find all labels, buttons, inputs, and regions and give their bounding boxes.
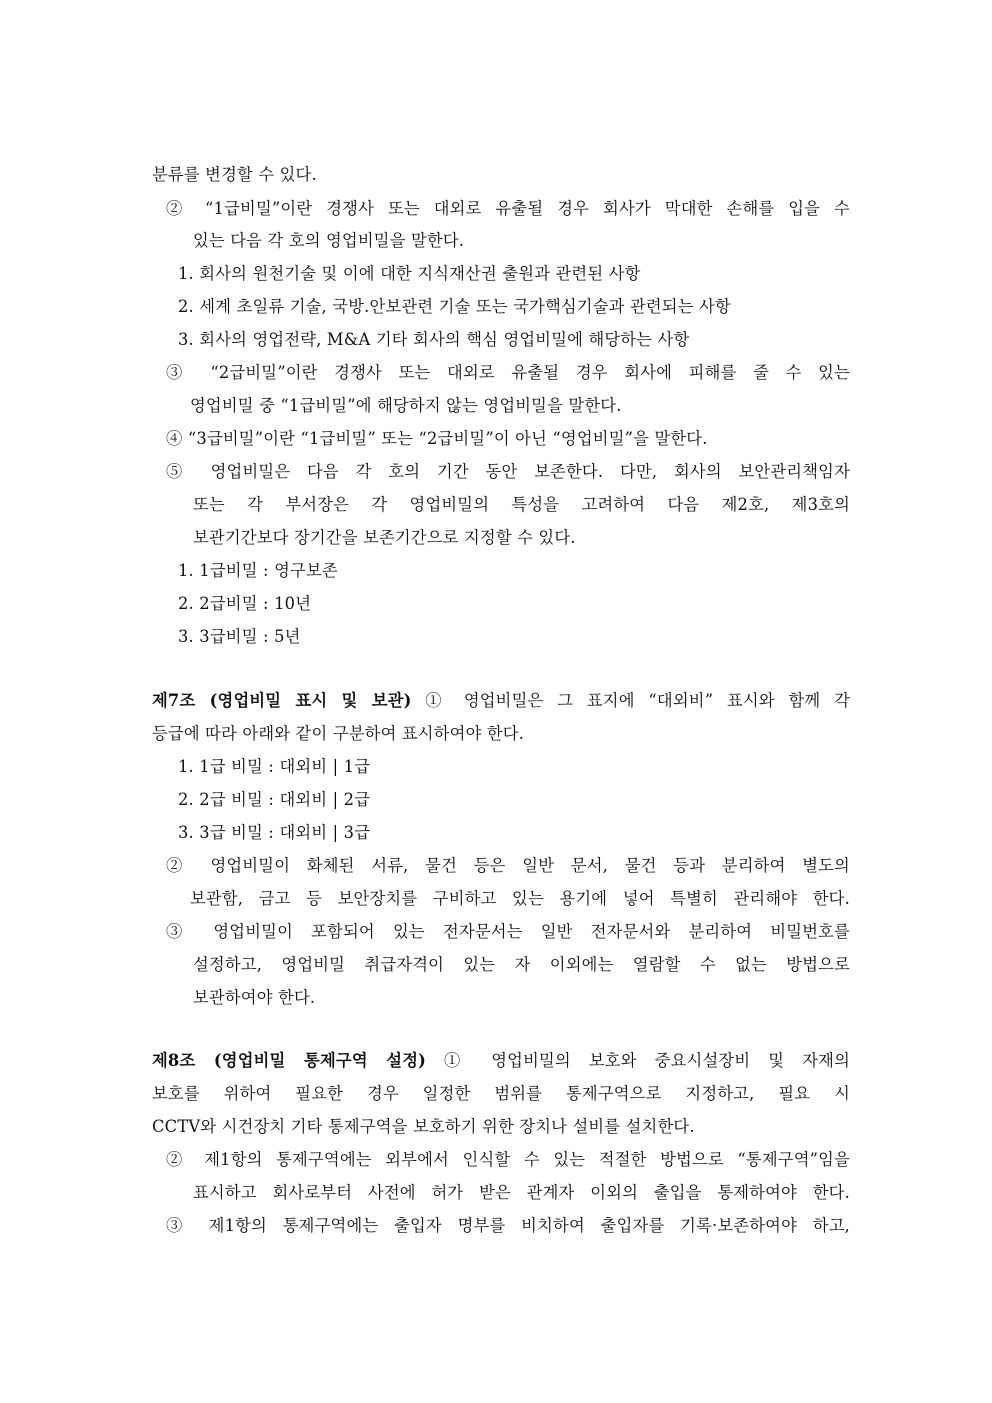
text-line [178, 593, 850, 615]
line-text: CCTV와 시건장치 기타 통제구역을 보호하기 위한 장치나 설비를 설치한다. [152, 1117, 695, 1136]
text-line [166, 461, 850, 483]
text-line [178, 626, 850, 648]
text-line [178, 560, 850, 582]
text-line [166, 428, 850, 450]
line-text: ① 영업비밀의 보호와 중요시설장비 및 자재의 [426, 1051, 851, 1070]
line-text: ① 영업비밀은 그 표지에 “대외비” 표시와 함께 각 [411, 691, 851, 710]
line-text: ② 영업비밀이 화체된 서류, 물건 등은 일반 문서, 물건 등과 분리하여 별도의 [166, 856, 850, 875]
text-line [166, 362, 850, 384]
text-line [193, 1182, 850, 1204]
text-line [152, 1083, 850, 1105]
line-text: 표시하고 회사로부터 사전에 허가 받은 관계자 이외의 출입을 통제하여야 한다. [193, 1183, 850, 1202]
text-line [166, 921, 850, 943]
line-text: 또는 각 부서장은 각 영업비밀의 특성을 고려하여 다음 제2호, 제3호의 [193, 495, 850, 514]
text-line [152, 1116, 850, 1138]
article-title: 제7조 (영업비밀 표시 및 보관) [152, 691, 412, 710]
line-text: 보호를 위하여 필요한 경우 일정한 범위를 통제구역으로 지정하고, 필요 시 [152, 1084, 850, 1103]
line-text: ② 제1항의 통제구역에는 외부에서 인식할 수 있는 적절한 방법으로 “통제구역”임을 [166, 1150, 850, 1169]
text-line [166, 198, 850, 220]
text-line [193, 230, 850, 252]
line-text: 보관하여야 한다. [193, 988, 316, 1007]
text-line [178, 789, 850, 811]
text-line [190, 888, 850, 910]
text-line [193, 987, 850, 1009]
line-text: 1. 회사의 원천기술 및 이에 대한 지식재산권 출원과 관련된 사항 [178, 264, 641, 283]
line-text: 3. 회사의 영업전략, M&A 기타 회사의 핵심 영업비밀에 해당하는 사항 [178, 330, 690, 349]
text-line [166, 1149, 850, 1171]
text-line [178, 263, 850, 285]
line-text: ④ “3급비밀”이란 “1급비밀” 또는 “2급비밀”이 아닌 “영업비밀”을 말한다. [166, 429, 708, 448]
line-text: 2. 세계 초일류 기술, 국방.안보관련 기술 또는 국가핵심기술과 관련되는 사항 [178, 297, 731, 316]
text-line [178, 822, 850, 844]
line-text: 1. 1급비밀 : 영구보존 [178, 561, 338, 580]
text-line [190, 395, 850, 417]
text-line [166, 1215, 850, 1237]
line-text: 영업비밀 중 “1급비밀”에 해당하지 않는 영업비밀을 말한다. [190, 396, 622, 415]
line-text: 2. 2급비밀 : 10년 [178, 594, 312, 613]
line-text: 3. 3급 비밀 : 대외비 | 3급 [178, 823, 371, 842]
line-text: ⑤ 영업비밀은 다음 각 호의 기간 동안 보존한다. 다만, 회사의 보안관리책임자 [166, 462, 850, 481]
line-text: 등급에 따라 아래와 같이 구분하여 표시하여야 한다. [152, 724, 525, 743]
line-text: 1. 1급 비밀 : 대외비 | 1급 [178, 757, 371, 776]
text-line [193, 954, 850, 976]
line-text: 3. 3급비밀 : 5년 [178, 627, 301, 646]
text-line [166, 855, 850, 877]
text-line [193, 527, 850, 549]
line-text: ③ 영업비밀이 포함되어 있는 전자문서는 일반 전자문서와 분리하여 비밀번호를 [166, 922, 850, 941]
text-line [152, 164, 850, 186]
line-text: ② “1급비밀”이란 경쟁사 또는 대외로 유출될 경우 회사가 막대한 손해를 입을 수 [166, 199, 850, 218]
line-text: 설정하고, 영업비밀 취급자격이 있는 자 이외에는 열람할 수 없는 방법으로 [193, 955, 850, 974]
text-line [178, 329, 850, 351]
text-line [193, 494, 850, 516]
line-text: 보관함, 금고 등 보안장치를 구비하고 있는 용기에 넣어 특별히 관리해야 한다. [190, 889, 850, 908]
text-line [178, 756, 850, 778]
line-text: 분류를 변경할 수 있다. [152, 165, 317, 184]
line-text: ③ 제1항의 통제구역에는 출입자 명부를 비치하여 출입자를 기록·보존하여야 하고, [166, 1216, 850, 1235]
article-heading-line [152, 1050, 850, 1072]
text-line [178, 296, 850, 318]
article-title: 제8조 (영업비밀 통제구역 설정) [152, 1051, 427, 1070]
line-text: 있는 다음 각 호의 영업비밀을 말한다. [193, 231, 465, 250]
article-heading-line [152, 690, 850, 712]
line-text: 2. 2급 비밀 : 대외비 | 2급 [178, 790, 371, 809]
text-line [152, 723, 850, 745]
line-text: 보관기간보다 장기간을 보존기간으로 지정할 수 있다. [193, 528, 576, 547]
line-text: ③ “2급비밀”이란 경쟁사 또는 대외로 유출될 경우 회사에 피해를 줄 수 있는 [166, 363, 850, 382]
